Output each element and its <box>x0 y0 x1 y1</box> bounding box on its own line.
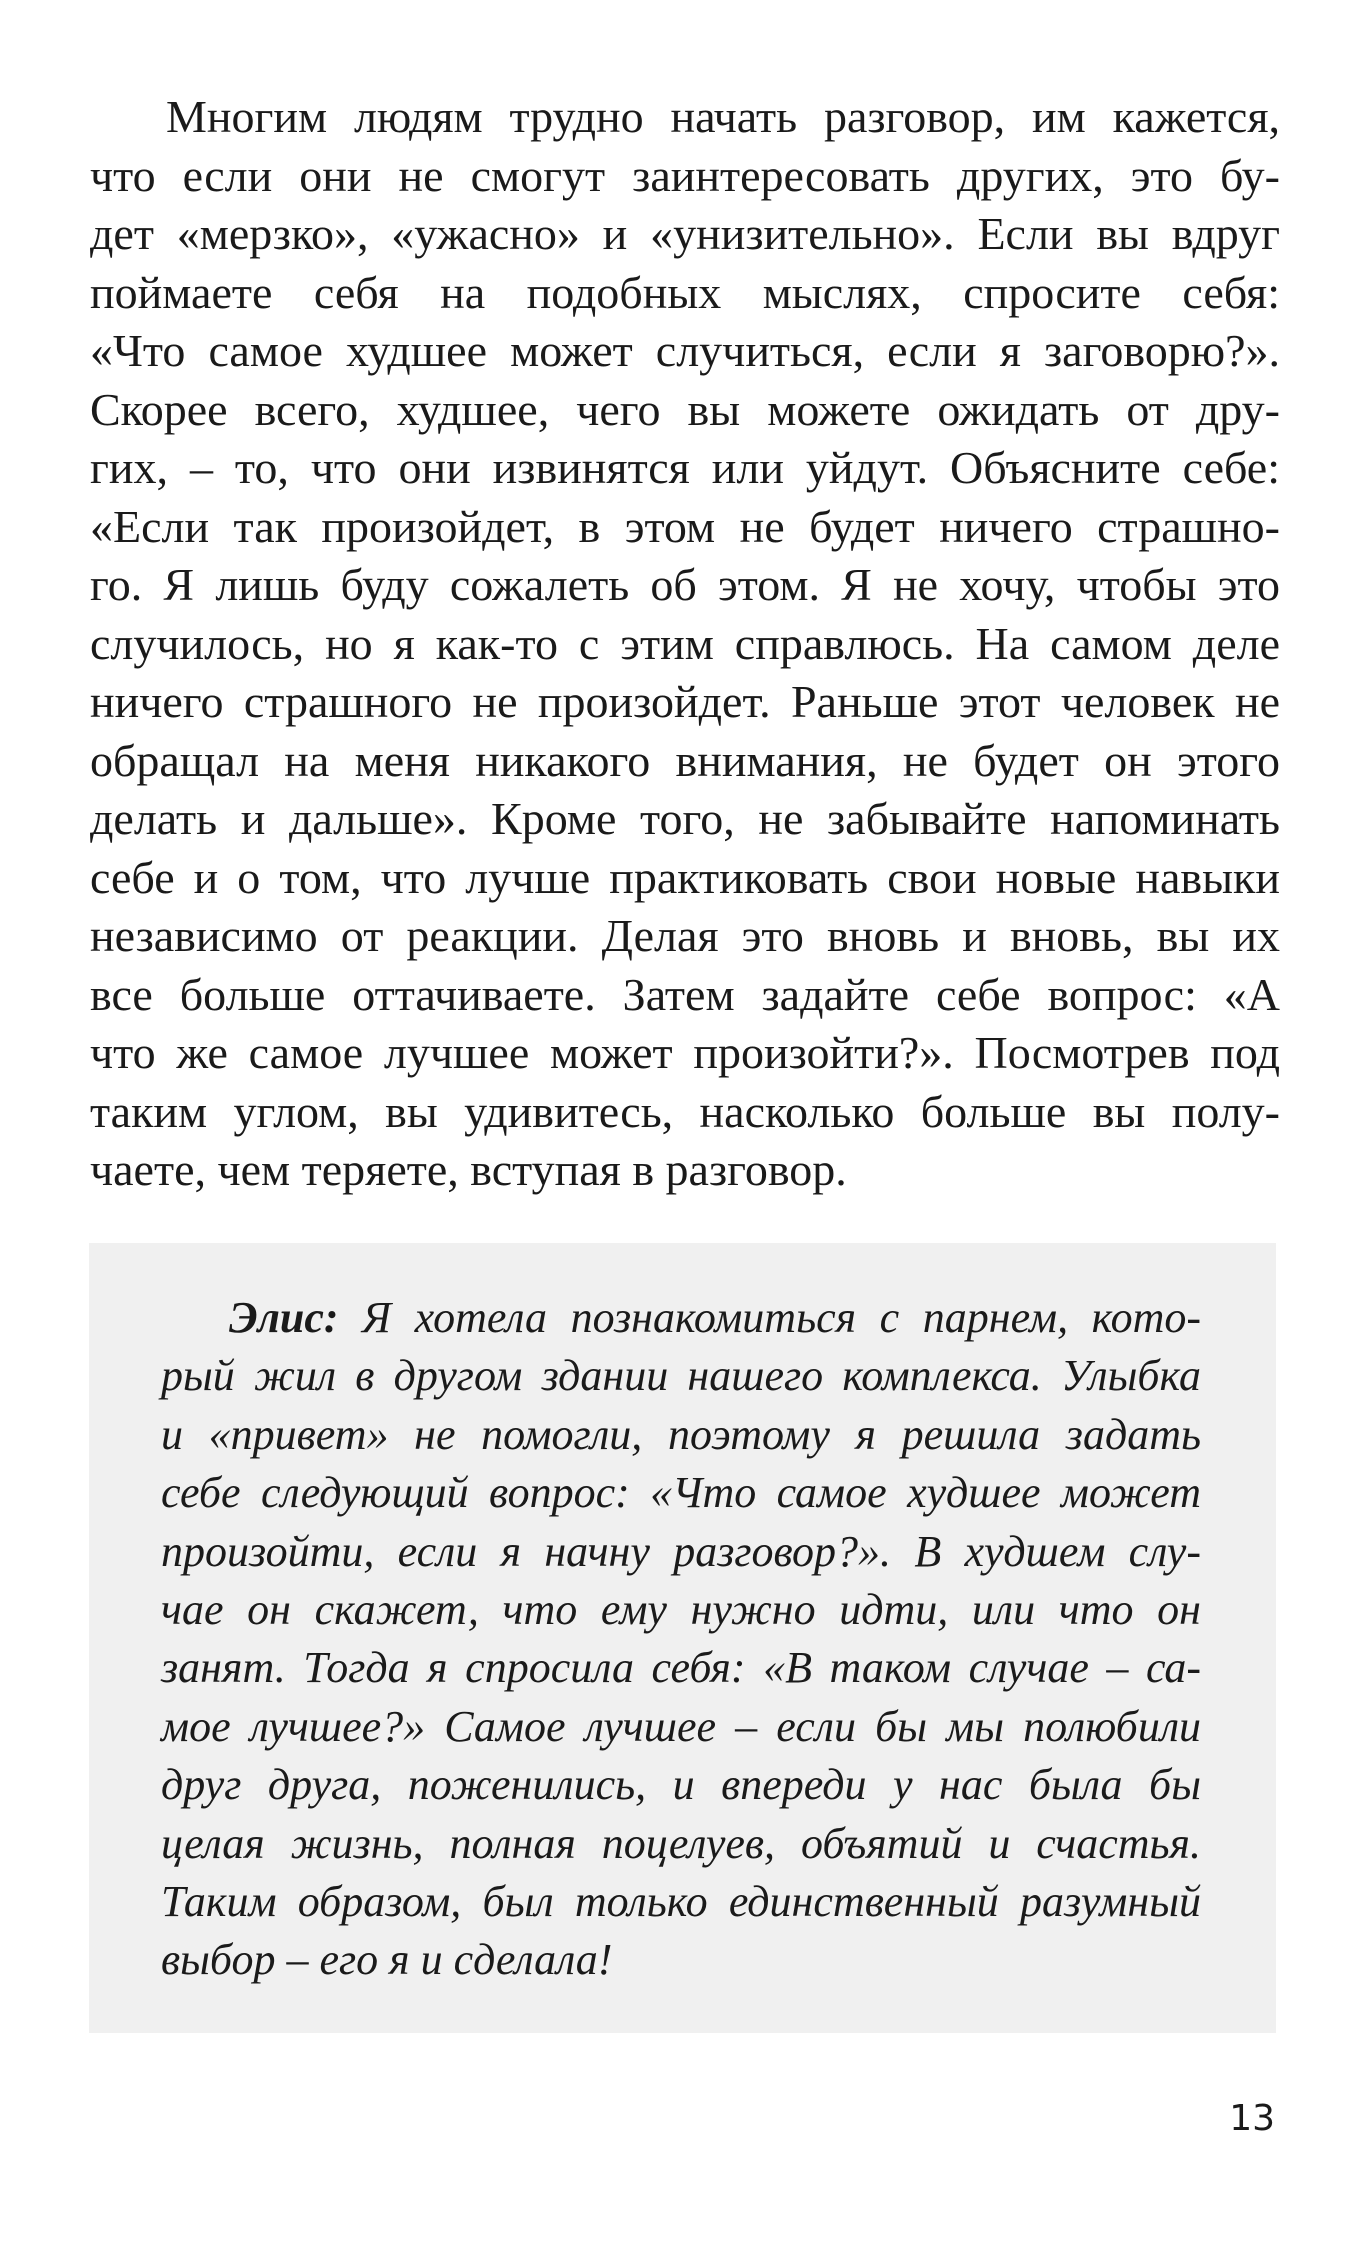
sidebar-line: и «привет» не помогли, поэтому я решила задать <box>161 1409 1201 1459</box>
sidebar-line: Таким образом, был только единственный разумный <box>161 1876 1201 1926</box>
sidebar-line: целая жизнь, полная поцелуев, объятий и счастья. <box>161 1818 1201 1868</box>
sidebar-line: рый жил в другом здании нашего комплекса. Улыбка <box>161 1351 1201 1401</box>
paragraph-line: гих, – то, что они извинятся или уйдут. Объясните себе: <box>90 442 1280 493</box>
paragraph-line: поймаете себя на подобных мыслях, спросите себя: <box>90 266 1280 318</box>
speaker-name: Элис: <box>229 1293 339 1342</box>
paragraph-line: Многим людям трудно начать разговор, им кажется, <box>166 91 1280 142</box>
sidebar-quote <box>161 1289 1201 1990</box>
example-sidebar <box>89 1243 1276 2033</box>
paragraph-line: чаете, чем теряете, вступая в разговор. <box>90 1144 847 1195</box>
paragraph-line: случилось, но я как-то с этим справлюсь. На самом деле <box>90 617 1280 669</box>
page-number: 13 <box>1229 2098 1275 2139</box>
sidebar-line: занят. Тогда я спросила себя: «В таком случае – са- <box>161 1643 1201 1693</box>
paragraph-line: независимо от реакции. Делая это вновь и вновь, вы их <box>90 910 1280 961</box>
sidebar-line: чае он скажет, что ему нужно идти, или что он <box>161 1584 1201 1634</box>
main-paragraph <box>90 88 1280 1200</box>
sidebar-line: выбор – его я и сделала! <box>161 1935 613 1985</box>
paragraph-line: себе и о том, что лучше практиковать свои новые навыки <box>90 851 1280 903</box>
sidebar-line: друг друга, поженились, и впереди у нас была бы <box>161 1760 1201 1810</box>
paragraph-line: все больше оттачиваете. Затем задайте себе вопрос: «А <box>90 968 1280 1020</box>
paragraph-line: Скорее всего, худшее, чего вы можете ожидать от дру- <box>90 383 1280 435</box>
paragraph-line: делать и дальше». Кроме того, не забывайте напоминать <box>90 793 1280 844</box>
sidebar-line-text: Я хотела познакомиться с парнем, кото- <box>338 1293 1201 1342</box>
sidebar-line: мое лучшее?» Самое лучшее – если бы мы полюбили <box>161 1701 1201 1751</box>
paragraph-line: го. Я лишь буду сожалеть об этом. Я не хочу, чтобы это <box>90 559 1280 610</box>
paragraph-line: обращал на меня никакого внимания, не будет он этого <box>90 734 1280 786</box>
paragraph-line: дет «мерзко», «ужасно» и «унизительно». Если вы вдруг <box>90 208 1280 259</box>
paragraph-line: «Что самое худшее может случиться, если я заговорю?». <box>90 325 1280 376</box>
paragraph-line: таким углом, вы удивитесь, насколько больше вы полу- <box>90 1085 1280 1137</box>
sidebar-line: себе следующий вопрос: «Что самое худшее может <box>161 1468 1201 1518</box>
sidebar-line: произойти, если я начну разговор?». В худшем слу- <box>161 1526 1201 1576</box>
paragraph-line: что если они не смогут заинтересовать других, это бу- <box>90 149 1280 201</box>
paragraph-line: что же самое лучшее может произойти?». Посмотрев под <box>90 1027 1280 1078</box>
paragraph-line: ничего страшного не произойдет. Раньше этот человек не <box>90 676 1280 727</box>
sidebar-first-line <box>161 1289 1201 1347</box>
paragraph-line: «Если так произойдет, в этом не будет ничего страшно- <box>90 500 1280 552</box>
